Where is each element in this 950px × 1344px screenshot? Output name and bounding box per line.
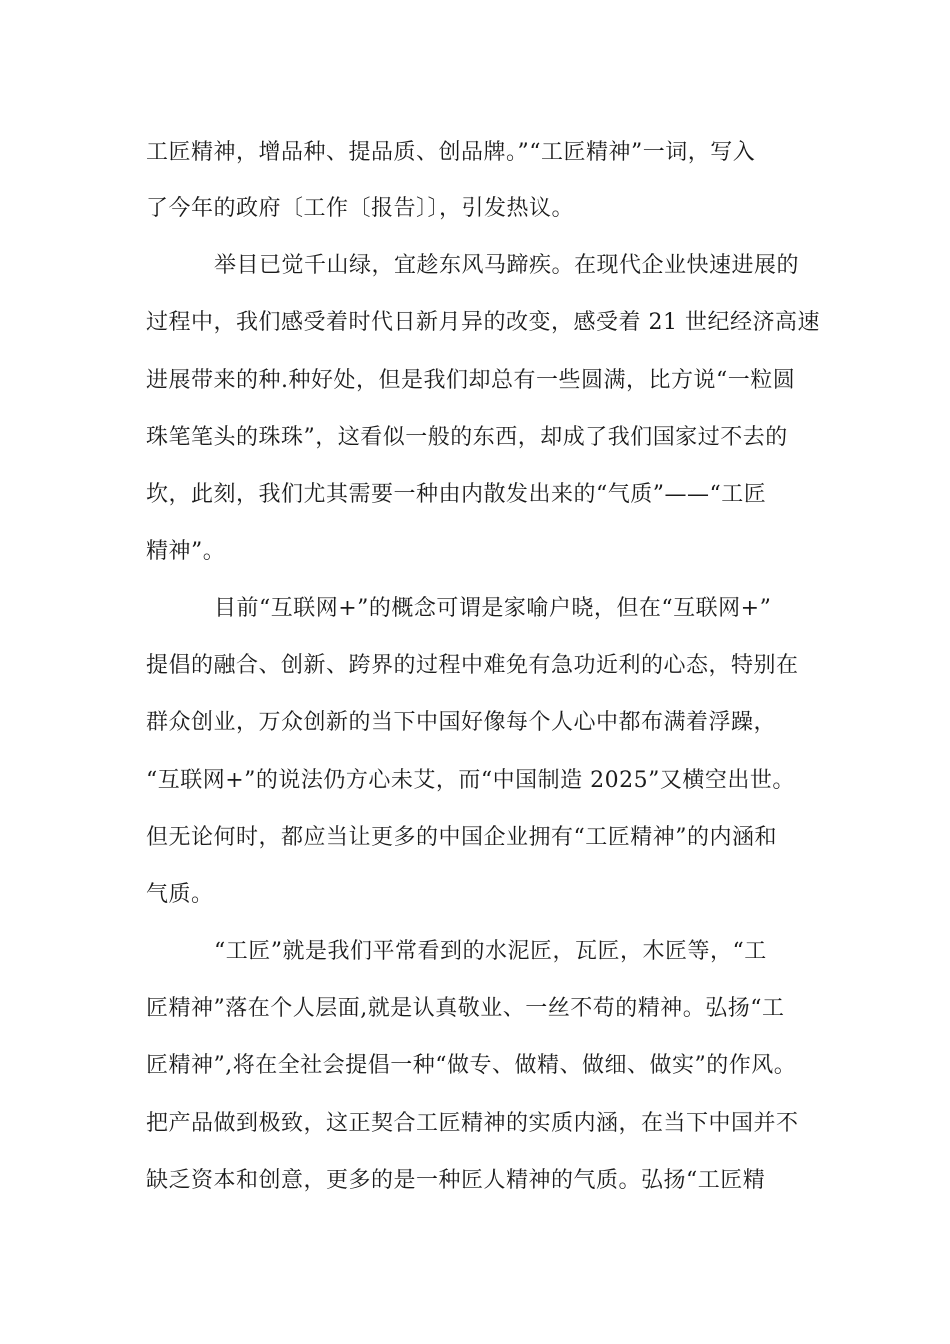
paragraph-line: 提倡的融合、创新、跨界的过程中难免有急功近利的心态，特别在 [146, 653, 799, 678]
paragraph-line: 过程中，我们感受着时代日新月异的改变，感受着 21 世纪经济高速 [146, 310, 820, 335]
paragraph-line: 气质。 [146, 882, 214, 907]
paragraph-line: “工匠”就是我们平常看到的水泥匠，瓦匠，木匠等，“工 [214, 939, 767, 964]
paragraph-line: 但无论何时，都应当让更多的中国企业拥有“工匠精神”的内涵和 [146, 825, 777, 850]
paragraph-line: 匠精神”,将在全社会提倡一种“做专、做精、做细、做实”的作风。 [146, 1053, 797, 1078]
paragraph-line: 工匠精神，增品种、提品质、创品牌。”“工匠精神”一词，写入 [146, 140, 756, 165]
paragraph-line: 进展带来的种.种好处，但是我们却总有一些圆满，比方说“一粒圆 [146, 368, 796, 393]
paragraph-line: 把产品做到极致，这正契合工匠精神的实质内涵，在当下中国并不 [146, 1111, 799, 1136]
paragraph-line: 目前“互联网+”的概念可谓是家喻户晓，但在“互联网+” [214, 596, 772, 621]
paragraph-line: 精神”。 [146, 539, 226, 564]
paragraph-line: 缺乏资本和创意，更多的是一种匠人精神的气质。弘扬“工匠精 [146, 1168, 766, 1193]
paragraph-line: 珠笔笔头的珠珠”，这看似一般的东西，却成了我们国家过不去的 [146, 425, 788, 450]
paragraph-line: 群众创业，万众创新的当下中国好像每个人心中都布满着浮躁， [146, 710, 777, 735]
paragraph-line: 匠精神”落在个人层面,就是认真敬业、一丝不苟的精神。弘扬“工 [146, 996, 785, 1021]
paragraph-line: 了今年的政府〔工作〔报告〕〕，引发热议。 [146, 196, 575, 221]
paragraph-line: “互联网+”的说法仍方心未艾，而“中国制造 2025”又横空出世。 [146, 768, 795, 793]
paragraph-line: 坎，此刻，我们尤其需要一种由内散发出来的“气质”——“工匠 [146, 482, 767, 507]
paragraph-line: 举目已觉千山绿，宜趁东风马蹄疾。在现代企业快速进展的 [214, 253, 800, 278]
